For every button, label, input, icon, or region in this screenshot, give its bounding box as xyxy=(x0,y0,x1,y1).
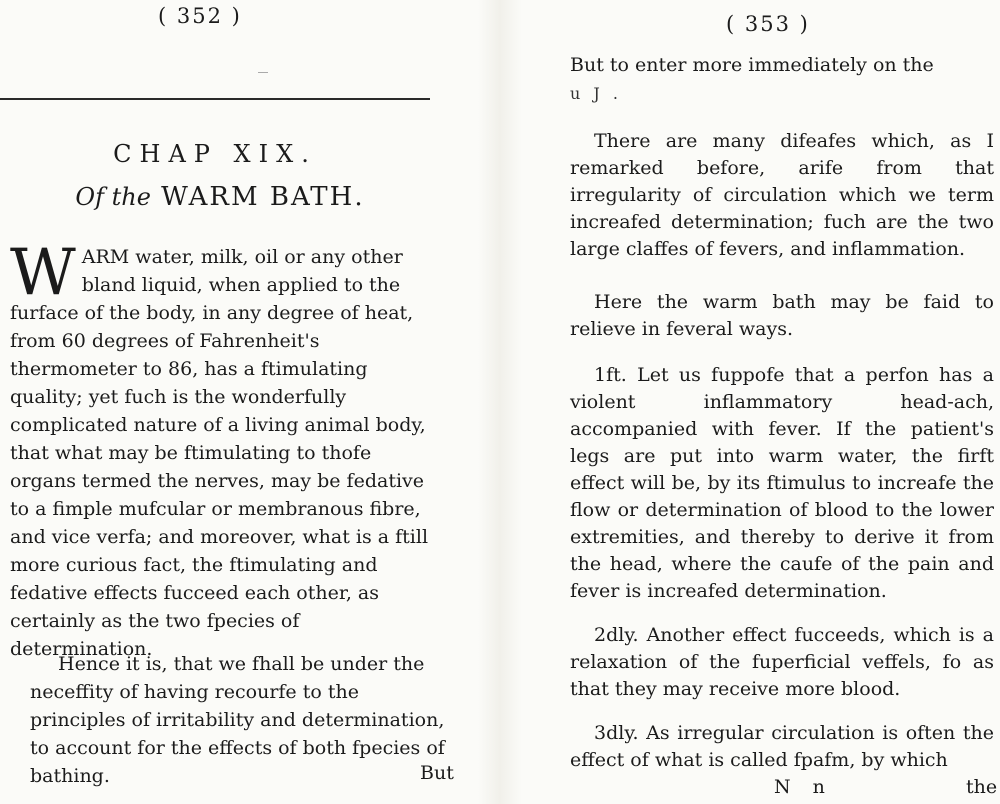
catchword-right: the xyxy=(966,776,998,798)
right-page xyxy=(530,0,1000,804)
paragraph-r4: 2dly. Another effect fucceeds, which is a relaxation of the fuperficial veffels, fo as that they may receive more blood. xyxy=(570,624,994,700)
paragraph-1-text: ARM water, milk, oil or any other bland liquid, when applied to the furface of the body, in any degree of heat, from 60 degrees of Fahrenheit's thermometer to 86, has a ftimulating quality; yet fuch is the wonderfully complicated nature of a living animal body, that what may be ftimulating to thofe organs termed the nerves, may be fedative to a fimple mufcular or membranous fibre, and vice verfa; and moreover, what is a ftill more curious fact, the ftimulating and fedative effects fucceed each other, as certainly as the two fpecies of determination. xyxy=(10,246,429,660)
chapter-rule xyxy=(0,98,430,100)
paragraph-1 xyxy=(10,236,442,663)
page-number-right: ( 353 ) xyxy=(726,12,810,36)
decorative-dash xyxy=(258,72,268,73)
paragraph-r0-fragment: u J . xyxy=(570,84,622,103)
paragraph-2: Hence it is, that we fhall be under the neceffity of having recourfe to the principles of irritability and determination, to account for the effects of both fpecies of bathing. xyxy=(30,653,445,787)
paragraph-r0: But to enter more immediately on the xyxy=(570,54,934,76)
catchword-left: But xyxy=(420,762,454,784)
chapter-heading: CHAP XIX. xyxy=(113,140,317,168)
paragraph-r3: 1ft. Let us fuppofe that a perfon has a violent inflammatory head-ach, accompanied with fever. If the patient's legs are put into warm water, the firft effect will be, by its ftimulus to increafe the flow or determination of blood to the lower extremities, and thereby to derive it from the head, where the caufe of the pain and fever is increafed determination. xyxy=(570,364,994,602)
chapter-subtitle-italic: Of the xyxy=(75,183,151,211)
chapter-subtitle xyxy=(0,182,440,212)
left-page xyxy=(0,0,470,804)
book-gutter xyxy=(478,0,522,804)
paragraph-r1: There are many difeafes which, as I remarked before, arife from that irregularity of circulation which we term increafed determination; fuch are the two large claffes of fevers, and inflammation. xyxy=(570,130,994,260)
chapter-subtitle-caps: WARM BATH. xyxy=(161,182,365,212)
signature-mark: N n xyxy=(774,776,833,798)
paragraph-r2: Here the warm bath may be faid to relieve in feveral ways. xyxy=(570,291,994,340)
page-number-left: ( 352 ) xyxy=(158,4,242,28)
drop-cap: W xyxy=(10,236,76,310)
paragraph-r5: 3dly. As irregular circulation is often the effect of what is called fpafm, by which xyxy=(570,722,994,771)
